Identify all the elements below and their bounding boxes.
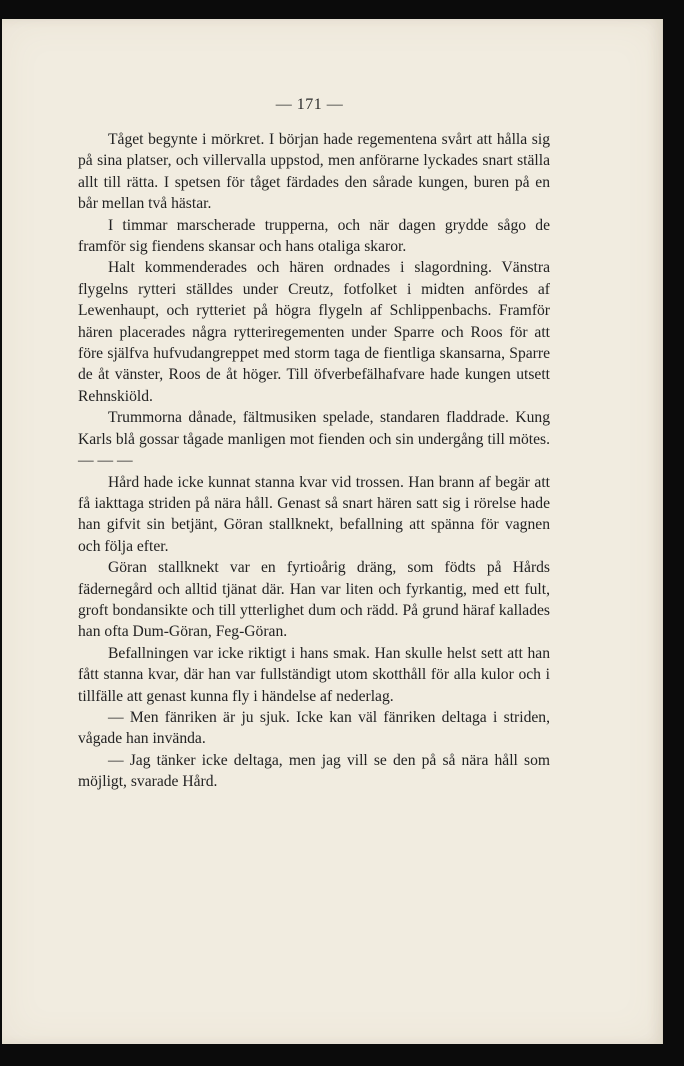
paragraph: Halt kommenderades och hären ordnades i slagordning. Vänstra flygelns rytteri ställdes under Creutz, fotfolket i midten anfördes af Lewenhaupt, och rytteriet på högra flygeln af Schlippenbachs. Framför hären placerades några rytteriregementen under Sparre och Roos för att före själfva hufvudangreppet med storm taga de fientliga skansarna, Sparre de åt vänster, Roos de åt höger. Till öfverbefälhafvare hade kungen utsett Rehnskiöld. bbox=[78, 259, 550, 405]
paragraph: — Jag tänker icke deltaga, men jag vill se den på så nära håll som möjligt, svarade Hård. bbox=[78, 751, 550, 791]
paragraph: Hård hade icke kunnat stanna kvar vid trossen. Han brann af begär att få iakttaga striden på nära håll. Genast så snart hären satt sig i rörelse hade han gifvit sin betjänt, Göran stallknekt, befallning att spänna för vagnen och följa efter. bbox=[78, 473, 550, 555]
body-text bbox=[78, 129, 550, 793]
paragraph: — Men fänriken är ju sjuk. Icke kan väl fänriken deltaga i striden, vågade han invända. bbox=[78, 708, 550, 748]
paragraph: Trummorna dånade, fältmusiken spelade, standaren fladdrade. Kung Karls blå gossar tågade manligen mot fienden och sin undergång till mötes. — — — bbox=[78, 409, 550, 470]
book-page bbox=[2, 19, 663, 1044]
paragraph: I timmar marscherade trupperna, och när dagen grydde sågo de framför sig fiendens skansar och hans otaliga skaror. bbox=[78, 216, 550, 256]
paragraph: Göran stallknekt var en fyrtioårig dräng, som födts på Hårds fädernegård och alltid tjänat där. Han var liten och fyrkantig, med ett fult, groft bondansikte och till ytterlighet dum och rädd. På grund häraf kallades han ofta Dum-Göran, Feg-Göran. bbox=[78, 559, 550, 641]
page-number: — 171 — bbox=[275, 96, 344, 113]
paragraph: Tåget begynte i mörkret. I början hade regementena svårt att hålla sig på sina platser, och villervalla uppstod, men anförarne lyckades snart ställa allt till rätta. I spetsen för tåget färdades den sårade kungen, buren på en bår mellan två hästar. bbox=[78, 131, 550, 213]
paragraph: Befallningen var icke riktigt i hans smak. Han skulle helst sett att han fått stanna kvar, där han var fullständigt utom skotthåll för alla kulor och i tillfälle att genast kunna fly i händelse af nederlag. bbox=[78, 644, 550, 705]
